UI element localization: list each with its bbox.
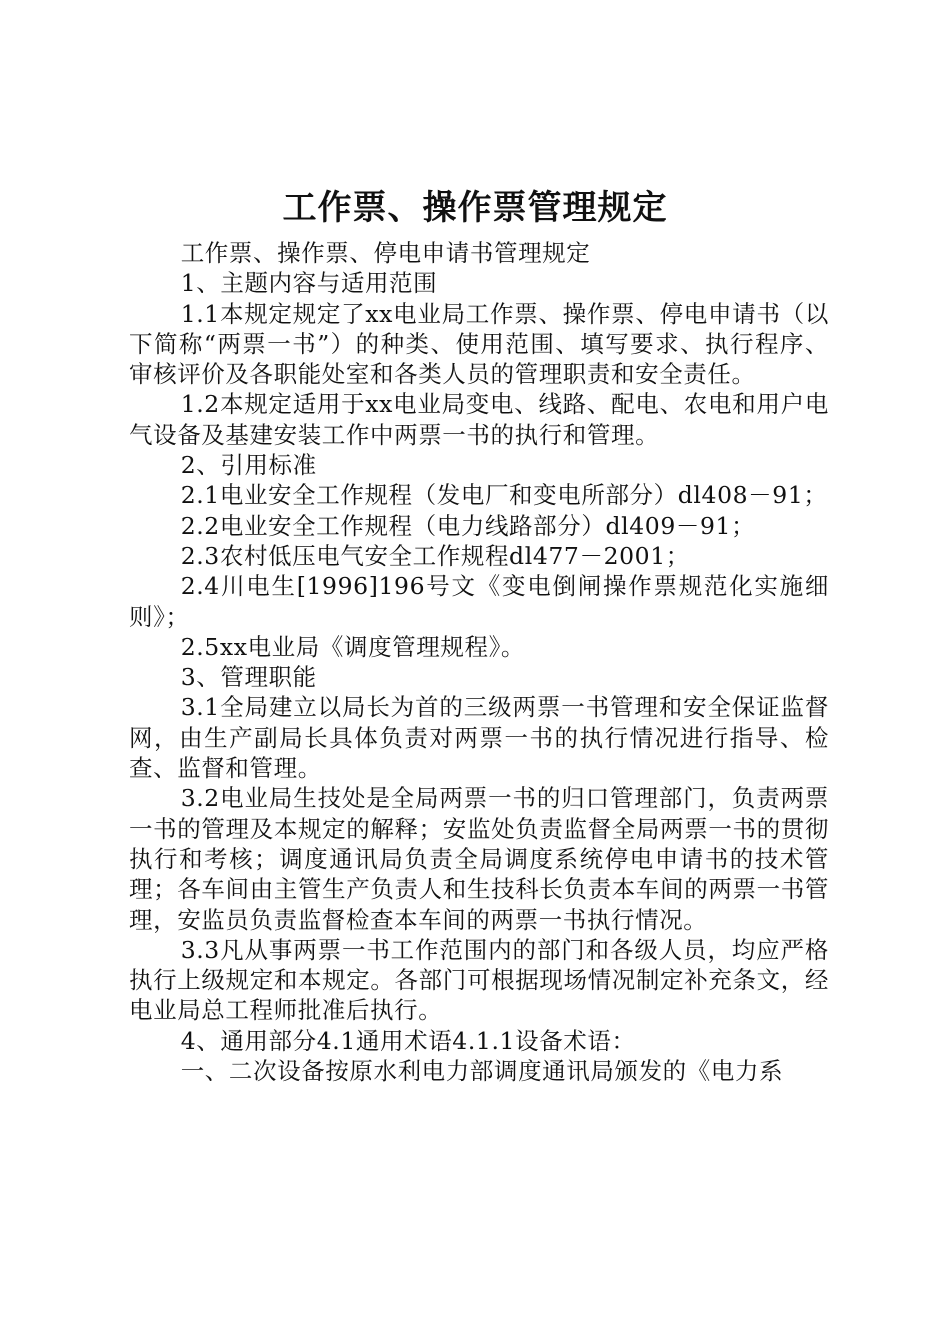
paragraph: 2.3农村低压电气安全工作规程dl477－2001； (180, 541, 690, 570)
paragraph: 工作票、操作票、停电申请书管理规定 (180, 239, 591, 267)
paragraph: 3.2电业局生技处是全局两票一书的归口管理部门，负责两票一书的管理及本规定的解释；安监处负责监督全局两票一书的贯彻执行和考核；调度通讯局负责全局调度系统停电申请书的技术管理；各车间由主管生产负责人和生技科长负责本车间的两票一书管理，安监员负责监督检查本车间的两票一书执行情况。 (129, 784, 829, 934)
paragraph: 2.5xx电业局《调度管理规程》。 (180, 632, 526, 661)
section-heading: 4、通用部分4.1通用术语4.1.1设备术语： (180, 1026, 636, 1055)
document-body (129, 238, 829, 1086)
section-heading: 3、管理职能 (180, 663, 317, 692)
paragraph: 2.1电业安全工作规程（发电厂和变电所部分）dl408－91； (180, 481, 828, 510)
paragraph: 1.1本规定规定了xx电业局工作票、操作票、停电申请书（以下简称“两票一书”）的种类、使用范围、填写要求、执行程序、审核评价及各职能处室和各类人员的管理职责和安全责任。 (129, 299, 829, 389)
paragraph: 2.4川电生[1996]196号文《变电倒闸操作票规范化实施细则》； (129, 572, 829, 631)
paragraph: 2.2电业安全工作规程（电力线路部分）dl409－91； (180, 511, 756, 540)
section-heading: 2、引用标准 (180, 451, 317, 480)
paragraph: 3.3凡从事两票一书工作范围内的部门和各级人员，均应严格执行上级规定和本规定。各部门可根据现场情况制定补充条文，经电业局总工程师批准后执行。 (129, 935, 829, 1025)
paragraph: 1.2本规定适用于xx电业局变电、线路、配电、农电和用户电气设备及基建安装工作中两票一书的执行和管理。 (129, 390, 829, 449)
document-title: 工作票、操作票管理规定 (282, 188, 668, 228)
paragraph: 一、二次设备按原水利电力部调度通讯局颁发的《电力系 (180, 1057, 784, 1086)
paragraph: 3.1全局建立以局长为首的三级两票一书管理和安全保证监督网，由生产副局长具体负责对两票一书的执行情况进行指导、检查、监督和管理。 (129, 693, 829, 783)
section-heading: 1、主题内容与适用范围 (180, 269, 438, 298)
